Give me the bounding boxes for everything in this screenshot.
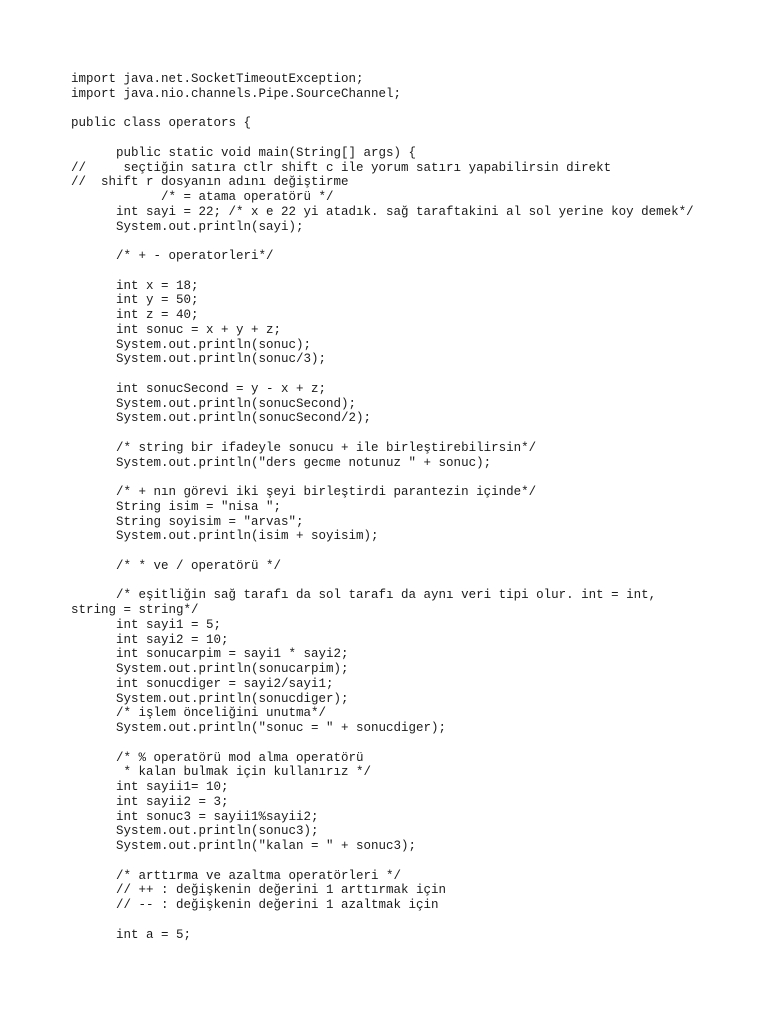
- code-line: public class operators {: [71, 116, 252, 131]
- code-line: string = string*/: [71, 603, 199, 617]
- code-line: String isim = "nisa ";: [71, 499, 282, 514]
- code-line: /* = atama operatörü */: [71, 190, 334, 204]
- code-line: int z = 40;: [71, 308, 199, 322]
- code-line: [71, 854, 751, 869]
- code-line: /* arttırma ve azaltma operatörleri */: [71, 868, 402, 883]
- code-line: int sayii1= 10;: [71, 780, 229, 794]
- code-line: System.out.println(sonucarpim);: [71, 662, 349, 676]
- code-line: [71, 470, 751, 485]
- code-line: /* + - operatorleri*/: [71, 249, 274, 263]
- code-line: [71, 102, 751, 117]
- code-line: // ++ : değişkenin değerini 1 arttırmak için: [71, 883, 447, 898]
- code-line: /* % operatörü mod alma operatörü: [71, 750, 364, 765]
- code-line: int sayi1 = 5;: [71, 617, 222, 632]
- code-line: int sayi2 = 10;: [71, 632, 229, 647]
- code-line: int a = 5;: [71, 927, 192, 942]
- code-line: /* + nın görevi iki şeyi birleştirdi parantezin içinde*/: [71, 485, 537, 499]
- code-line: System.out.println(sonuc);: [71, 337, 312, 352]
- code-line: System.out.println("sonuc = " + sonucdiger);: [71, 721, 447, 735]
- code-line: /* işlem önceliğini unutma*/: [71, 706, 327, 721]
- code-line: System.out.println(sonuc3);: [71, 824, 319, 839]
- code-line: System.out.println(sayi);: [71, 219, 304, 234]
- code-line: [71, 131, 751, 146]
- code-line: public static void main(String[] args) {: [71, 145, 417, 160]
- code-line: String soyisim = "arvas";: [71, 514, 304, 529]
- code-line: System.out.println(isim + soyisim);: [71, 529, 379, 544]
- code-line: [71, 736, 751, 751]
- code-line: int sonucdiger = sayi2/sayi1;: [71, 676, 334, 691]
- code-line: // seçtiğin satıra ctlr shift c ile yorum satırı yapabilirsin direkt: [71, 160, 612, 175]
- code-line: [71, 913, 751, 928]
- code-line: [71, 574, 751, 589]
- code-line: [71, 367, 751, 382]
- code-line: /* eşitliğin sağ tarafı da sol tarafı da aynı veri tipi olur. int = int,: [71, 588, 657, 603]
- code-line: import java.net.SocketTimeoutException;: [71, 72, 364, 86]
- code-line: [71, 426, 751, 441]
- code-line: import java.nio.channels.Pipe.SourceChannel;: [71, 86, 402, 101]
- code-line: int sonucSecond = y - x + z;: [71, 381, 327, 396]
- code-line: System.out.println("ders gecme notunuz " + sonuc);: [71, 455, 492, 470]
- code-line: System.out.println(sonucSecond);: [71, 396, 357, 411]
- code-line: /* string bir ifadeyle sonucu + ile birleştirebilirsin*/: [71, 440, 537, 455]
- code-line: [71, 234, 751, 249]
- code-line: int sayi = 22; /* x e 22 yi atadık. sağ taraftakini al sol yerine koy demek*/: [71, 204, 694, 219]
- code-line: int sonuc = x + y + z;: [71, 322, 282, 337]
- code-line: [71, 544, 751, 559]
- code-line: int sonucarpim = sayi1 * sayi2;: [71, 647, 349, 662]
- code-line: /* * ve / operatörü */: [71, 558, 282, 573]
- code-line: int sayii2 = 3;: [71, 794, 229, 809]
- code-line: System.out.println(sonucSecond/2);: [71, 411, 372, 426]
- code-line: System.out.println(sonucdiger);: [71, 691, 349, 706]
- code-line: // -- : değişkenin değerini 1 azaltmak için: [71, 898, 439, 912]
- code-line: * kalan bulmak için kullanırız */: [71, 765, 372, 780]
- code-line: System.out.println(sonuc/3);: [71, 352, 327, 367]
- code-line: System.out.println("kalan = " + sonuc3);: [71, 839, 417, 853]
- code-line: [71, 264, 751, 279]
- code-line: // shift r dosyanın adını değiştirme: [71, 175, 349, 190]
- code-line: int sonuc3 = sayii1%sayii2;: [71, 809, 319, 824]
- code-line: int y = 50;: [71, 293, 199, 308]
- code-line: int x = 18;: [71, 278, 199, 293]
- code-listing: [71, 72, 751, 942]
